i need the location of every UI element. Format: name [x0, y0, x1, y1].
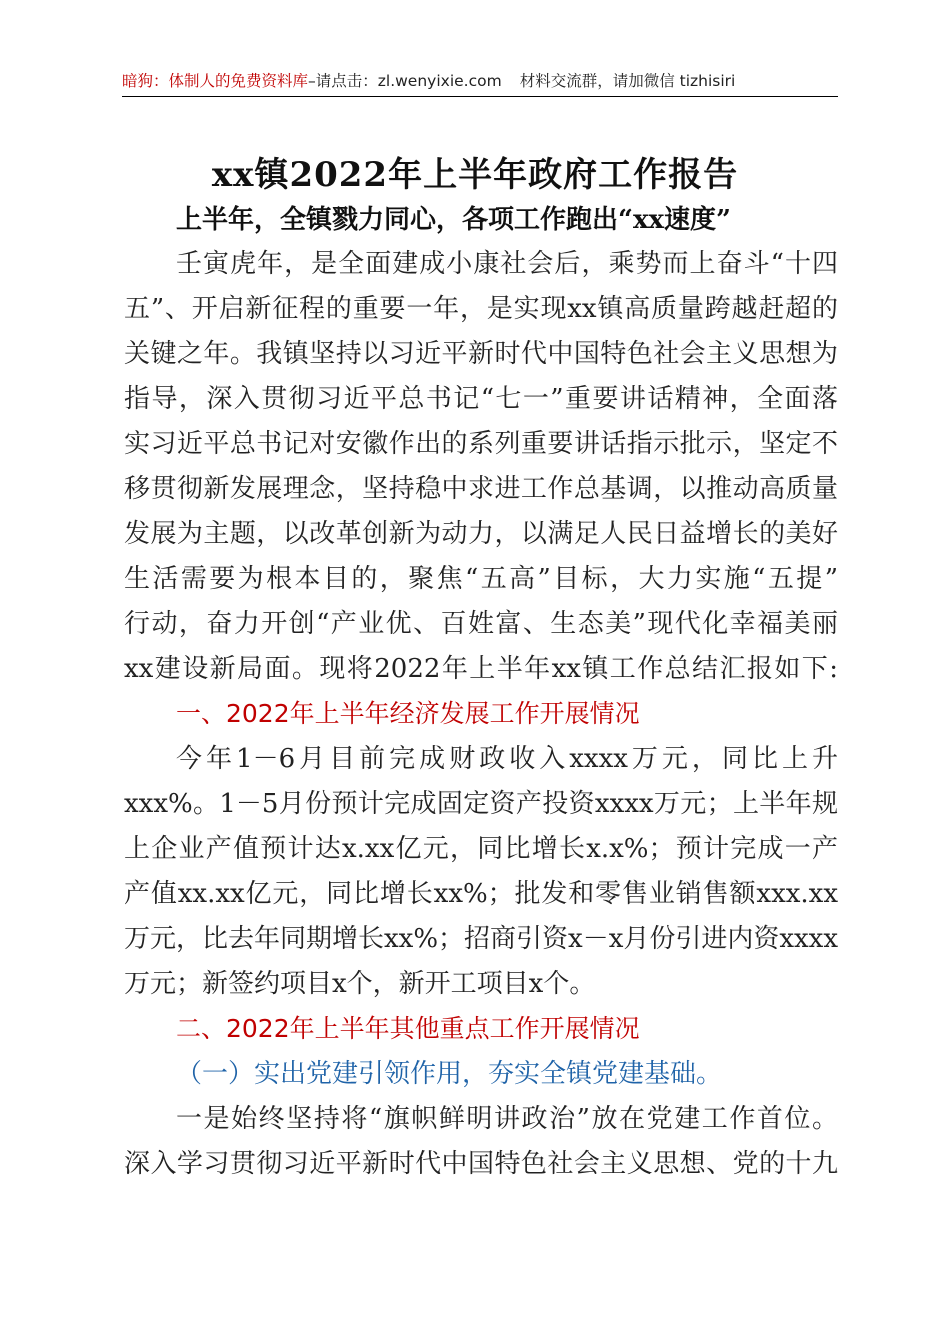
- paragraph-line: 壬寅虎年，是全面建成小康社会后，乘势而上奋斗“十四: [176, 249, 838, 279]
- header-divider: [122, 96, 838, 97]
- header-library-link[interactable]: 暗狗：体制人的免费资料库: [122, 72, 309, 90]
- paragraph-line: 一是始终坚持将“旗帜鲜明讲政治”放在党建工作首位。: [176, 1104, 838, 1134]
- paragraph-line: 移贯彻新发展理念，坚持稳中求进工作总基调，以推动高质量: [124, 474, 838, 504]
- paragraph-line: 今年1－6月目前完成财政收入xxxx万元，同比上升: [176, 744, 838, 774]
- paragraph-line: 生活需要为根本目的，聚焦“五高”目标，大力实施“五提”: [124, 564, 838, 594]
- paragraph-line: 产值xx.xx亿元，同比增长xx%；批发和零售业销售额xxx.xx: [124, 879, 838, 909]
- paragraph-line: xx建设新局面。现将2022年上半年xx镇工作总结汇报如下:: [124, 654, 838, 684]
- paragraph-line: 行动，奋力开创“产业优、百姓富、生态美”现代化幸福美丽: [124, 609, 838, 639]
- section-heading-other-work: 二、2022年上半年其他重点工作开展情况: [176, 1014, 640, 1043]
- paragraph-line: xxx%。1－5月份预计完成固定资产投资xxxx万元；上半年规: [124, 789, 838, 819]
- subheading: 上半年，全镇戮力同心，各项工作跑出“xx速度”: [176, 205, 731, 235]
- paragraph-line: 五”、开启新征程的重要一年，是实现xx镇高质量跨越赶超的: [124, 294, 838, 324]
- page-header: [122, 66, 838, 96]
- header-wechat-note: 材料交流群，请加微信 tizhisiri: [519, 72, 736, 90]
- paragraph-line: 发展为主题，以改革创新为动力，以满足人民日益增长的美好: [124, 519, 838, 549]
- subsection-heading-party-building: （一）实出党建引领作用，夯实全镇党建基础。: [176, 1059, 723, 1089]
- paragraph-line: 万元，比去年同期增长xx%；招商引资x－x月份引进内资xxxx: [124, 924, 838, 954]
- paragraph-line: 关键之年。我镇坚持以习近平新时代中国特色社会主义思想为: [124, 339, 838, 369]
- paragraph-line: 指导，深入贯彻习近平总书记“七一”重要讲话精神，全面落: [124, 384, 838, 414]
- paragraph-line: 上企业产值预计达x.xx亿元，同比增长x.x%；预计完成一产: [124, 834, 838, 864]
- header-url[interactable]: –请点击：zl.wenyixie.com: [308, 72, 502, 90]
- section-heading-economy: 一、2022年上半年经济发展工作开展情况: [176, 699, 640, 728]
- paragraph-line: 实习近平总书记对安徽作出的系列重要讲话指示批示，坚定不: [124, 429, 838, 459]
- document-title: xx镇2022年上半年政府工作报告: [211, 155, 739, 195]
- paragraph-line: 深入学习贯彻习近平新时代中国特色社会主义思想、党的十九: [124, 1149, 838, 1179]
- paragraph-line: 万元；新签约项目x个，新开工项目x个。: [124, 969, 596, 999]
